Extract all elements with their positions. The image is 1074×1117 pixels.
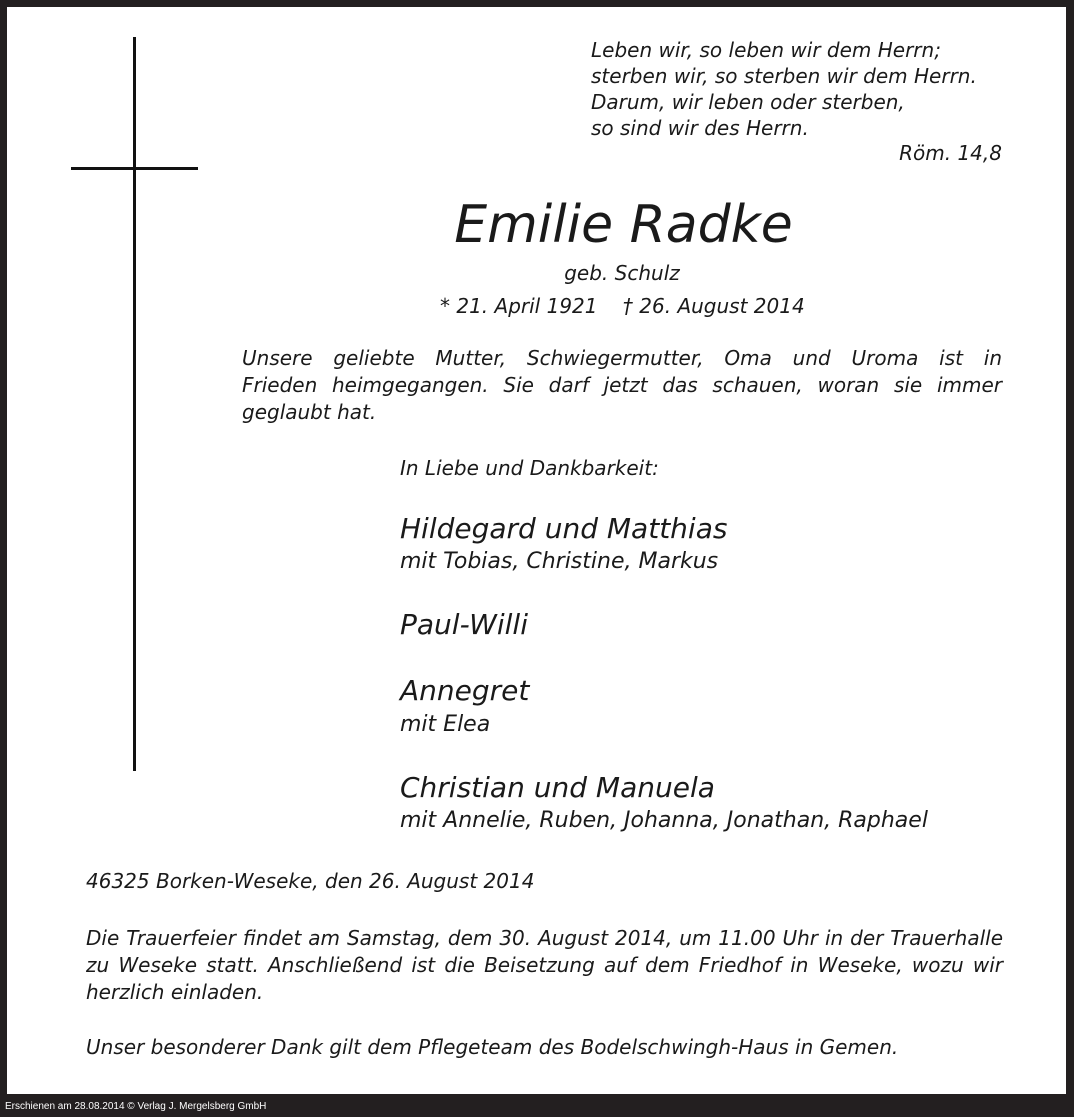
bible-verse [591, 37, 977, 141]
funeral-line: zu Weseke statt. Anschließend ist die Beisetzung auf dem Friedhof in Weseke, wozu wir [86, 953, 1003, 977]
funeral-line: herzlich einladen. [86, 980, 264, 1004]
intro-text [242, 345, 1002, 426]
funeral-line: Die Trauerfeier findet am Samstag, dem 30. August 2014, um 11.00 Uhr in der Trauerhalle [86, 926, 1003, 950]
family-name: Annegret [400, 674, 530, 707]
verse-line: sterben wir, so sterben wir dem Herrn. [591, 64, 977, 88]
cross-vertical-bar [133, 37, 136, 771]
verse-line: so sind wir des Herrn. [591, 116, 809, 140]
family-members: mit Annelie, Ruben, Johanna, Jonathan, Raphael [400, 808, 928, 833]
birth-name: geb. Schulz [564, 261, 680, 285]
intro-line: Frieden heimgegangen. Sie darf jetzt das schauen, woran sie immer [242, 373, 1002, 397]
intro-line: geglaubt hat. [242, 400, 377, 424]
special-thanks: Unser besonderer Dank gilt dem Pflegeteam des Bodelschwingh-Haus in Gemen. [86, 1035, 899, 1059]
intro-line: Unsere geliebte Mutter, Schwiegermutter, Oma und Uroma ist in [242, 346, 1002, 370]
obituary-notice [7, 7, 1066, 1094]
family-name: Hildegard und Matthias [400, 512, 728, 545]
publication-footer: Erschienen am 28.08.2014 © Verlag J. Mergelsberg GmbH [5, 1101, 267, 1112]
place-date: 46325 Borken-Weseke, den 26. August 2014 [86, 869, 535, 893]
family-name: Paul-Willi [400, 608, 528, 641]
family-members: mit Tobias, Christine, Markus [400, 549, 719, 574]
life-dates: * 21. April 1921 † 26. August 2014 [440, 294, 805, 318]
verse-reference: Röm. 14,8 [899, 141, 1002, 165]
family-members: mit Elea [400, 712, 491, 737]
verse-line: Darum, wir leben oder sterben, [591, 90, 905, 114]
family-name: Christian und Manuela [400, 771, 715, 804]
deceased-name: Emilie Radke [454, 195, 793, 255]
cross-horizontal-bar [71, 167, 198, 170]
thanks-heading: In Liebe und Dankbarkeit: [400, 456, 659, 480]
verse-line: Leben wir, so leben wir dem Herrn; [591, 38, 941, 62]
funeral-info [86, 925, 1003, 1006]
